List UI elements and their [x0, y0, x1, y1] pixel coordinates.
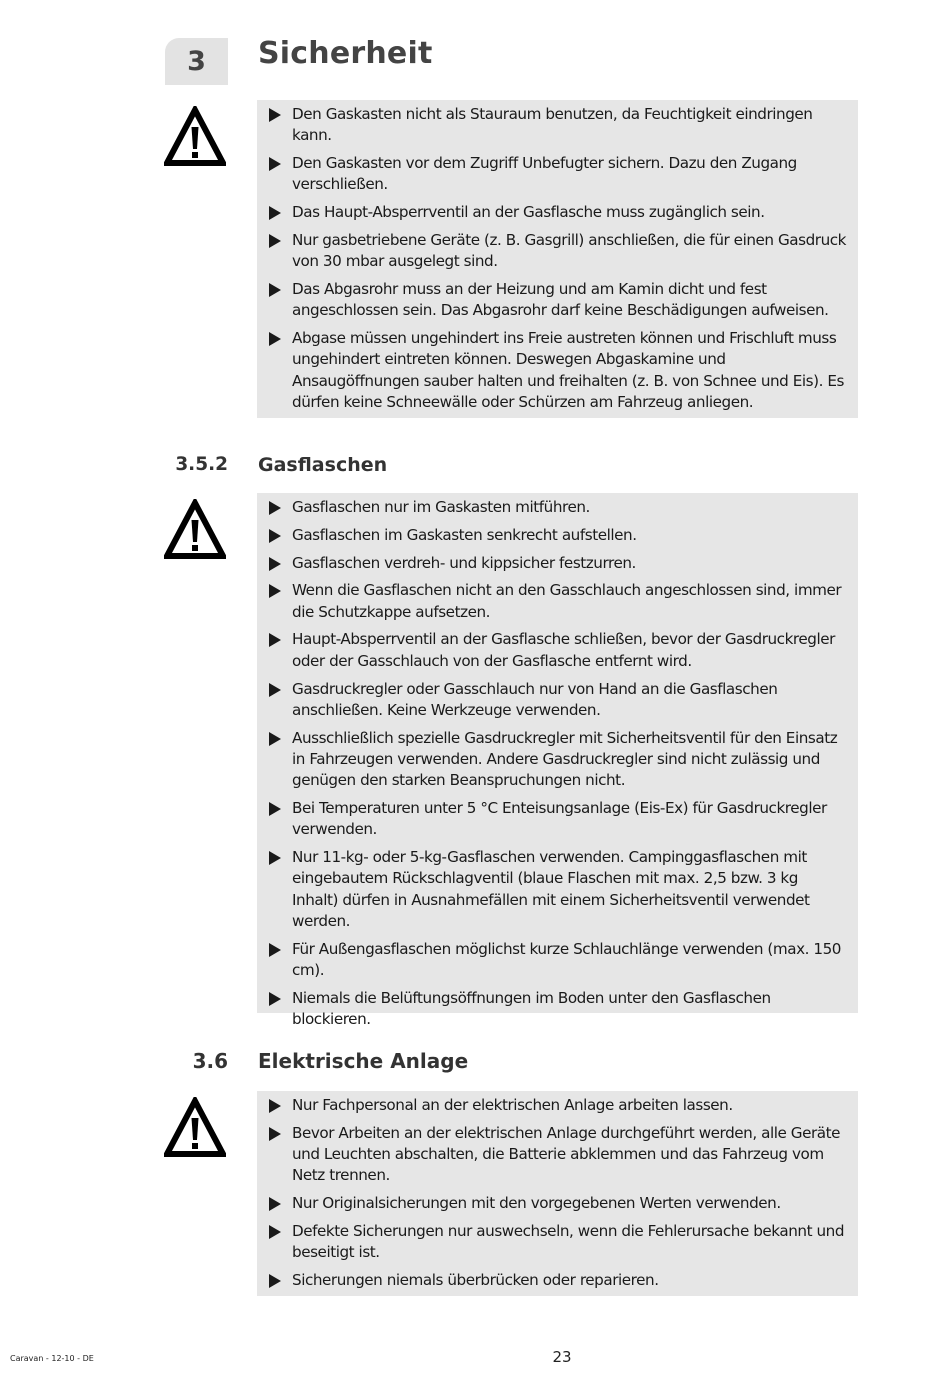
arrow-right-icon	[269, 1225, 281, 1239]
arrow-right-icon	[269, 1127, 281, 1141]
list-item-text: Niemals die Belüftungsöffnungen im Boden unter den Gasflaschen blockieren.	[292, 988, 771, 1029]
arrow-right-icon	[269, 283, 281, 297]
list-item-text: Nur gasbetriebene Geräte (z. B. Gasgrill) anschließen, die für einen Gasdruck von 30 mbar ausgelegt sind.	[292, 230, 846, 271]
arrow-right-icon	[269, 557, 281, 571]
arrow-right-icon	[269, 1197, 281, 1211]
list-item-text: Den Gaskasten nicht als Stauraum benutzen, da Feuchtigkeit eindringen kann.	[292, 105, 813, 145]
warning-triangle-icon	[164, 1097, 226, 1159]
list-item-text: Haupt-Absperrventil an der Gasflasche schließen, bevor der Gasdruckregler oder der Gasschlauch von der Gasflasche entfernt wird.	[292, 630, 835, 670]
chapter-title: Sicherheit	[258, 36, 433, 71]
footer-document-id: Caravan - 12-10 - DE	[10, 1354, 94, 1363]
list-item-text: Das Abgasrohr muss an der Heizung und am Kamin dicht und fest angeschlossen sein. Das Abgasrohr darf keine Beschädigungen aufweisen.	[292, 280, 829, 320]
arrow-right-icon	[269, 234, 281, 248]
section-number-electric: 3.6	[192, 1049, 228, 1073]
warning-triangle-icon	[164, 106, 226, 168]
list-item	[269, 847, 846, 932]
list-item-text: Ausschließlich spezielle Gasdruckregler mit Sicherheitsventil für den Einsatz in Fahrzeugen verwenden. Andere Gasdruckregler sind nicht zulässig und genügen den starken Beanspruchungen nicht.	[292, 728, 838, 790]
list-item	[269, 153, 846, 196]
list-item	[269, 497, 846, 518]
list-item	[269, 728, 846, 792]
electric-warning-box	[257, 1091, 858, 1296]
list-item	[269, 1193, 846, 1214]
arrow-right-icon	[269, 633, 281, 647]
chapter-number-tab	[165, 38, 228, 85]
arrow-right-icon	[269, 206, 281, 220]
chapter-number: 3	[187, 46, 206, 77]
arrow-right-icon	[269, 683, 281, 697]
section-title-gas: Gasflaschen	[258, 454, 388, 476]
list-item-text: Den Gaskasten vor dem Zugriff Unbefugter sichern. Dazu den Zugang verschließen.	[292, 154, 797, 194]
page-number: 23	[552, 1348, 572, 1366]
arrow-right-icon	[269, 501, 281, 515]
list-item	[269, 1123, 846, 1187]
list-item-text: Sicherungen niemals überbrücken oder reparieren.	[292, 1271, 659, 1290]
list-item-text: Nur Originalsicherungen mit den vorgegebenen Werten verwenden.	[292, 1194, 781, 1213]
list-item-text: Gasflaschen verdreh- und kippsicher festzurren.	[292, 553, 636, 572]
arrow-right-icon	[269, 157, 281, 171]
section-title-electric: Elektrische Anlage	[258, 1049, 469, 1073]
list-item	[269, 679, 846, 722]
list-item	[269, 629, 846, 672]
list-item-text: Wenn die Gasflaschen nicht an den Gasschlauch angeschlossen sind, immer die Schutzkappe aufsetzen.	[292, 581, 842, 621]
list-item	[269, 525, 846, 546]
list-item-text: Abgase müssen ungehindert ins Freie austreten können und Frischluft muss ungehindert eintreten können. Deswegen Abgaskamine und Ansaugöffnungen sauber halten und freihalten (z. B. von Schnee und Eis). Es dürfen keine Schneewälle oder Schürzen am Fahrzeug anliegen.	[292, 329, 844, 412]
arrow-right-icon	[269, 943, 281, 957]
list-item	[269, 1095, 846, 1116]
arrow-right-icon	[269, 992, 281, 1006]
list-item	[269, 104, 846, 147]
list-item	[269, 988, 846, 1031]
intro-warning-box	[257, 100, 858, 418]
list-item	[269, 580, 846, 623]
list-item-text: Defekte Sicherungen nur auswechseln, wenn die Fehlerursache bekannt und beseitigt ist.	[292, 1221, 845, 1262]
list-item-text: Gasflaschen im Gaskasten senkrecht aufstellen.	[292, 525, 637, 544]
list-item	[269, 1270, 846, 1291]
arrow-right-icon	[269, 732, 281, 746]
list-item-text: Gasdruckregler oder Gasschlauch nur von Hand an die Gasflaschen anschließen. Keine Werkzeuge verwenden.	[292, 679, 778, 719]
list-item-text: Nur Fachpersonal an der elektrischen Anlage arbeiten lassen.	[292, 1096, 733, 1114]
arrow-right-icon	[269, 529, 281, 543]
list-item-text: Bei Temperaturen unter 5 °C Enteisungsanlage (Eis-Ex) für Gasdruckregler verwenden.	[292, 799, 827, 839]
list-item	[269, 202, 846, 223]
list-item	[269, 798, 846, 841]
list-item-text: Nur 11-kg- oder 5-kg-Gasflaschen verwenden. Campinggasflaschen mit eingebautem Rückschlagventil (blaue Flaschen mit max. 2,5 bzw. 3 kg Inhalt) dürfen in Ausnahmefällen mit einem Sicherheitsventil verwendet werden.	[292, 848, 810, 931]
list-item-text: Bevor Arbeiten an der elektrischen Anlage durchgeführt werden, alle Geräte und Leuchten abschalten, die Batterie abklemmen und das Fahrzeug vom Netz trennen.	[292, 1123, 841, 1185]
arrow-right-icon	[269, 851, 281, 865]
list-item	[269, 279, 846, 322]
arrow-right-icon	[269, 332, 281, 346]
intro-warning-list	[269, 104, 846, 413]
list-item	[269, 939, 846, 982]
list-item	[269, 230, 846, 273]
list-item	[269, 328, 846, 413]
list-item	[269, 553, 846, 574]
list-item	[269, 1221, 846, 1264]
section-number-gas: 3.5.2	[175, 454, 228, 475]
arrow-right-icon	[269, 584, 281, 598]
arrow-right-icon	[269, 802, 281, 816]
list-item-text: Für Außengasflaschen möglichst kurze Schlauchlänge verwenden (max. 150 cm).	[292, 939, 842, 980]
warning-triangle-icon	[164, 499, 226, 561]
gas-warning-list	[269, 497, 846, 1031]
list-item-text: Gasflaschen nur im Gaskasten mitführen.	[292, 498, 590, 516]
arrow-right-icon	[269, 108, 281, 122]
list-item-text: Das Haupt-Absperrventil an der Gasflasche muss zugänglich sein.	[292, 203, 765, 222]
arrow-right-icon	[269, 1099, 281, 1113]
arrow-right-icon	[269, 1274, 281, 1288]
electric-warning-list	[269, 1095, 846, 1291]
gas-warning-box	[257, 493, 858, 1029]
